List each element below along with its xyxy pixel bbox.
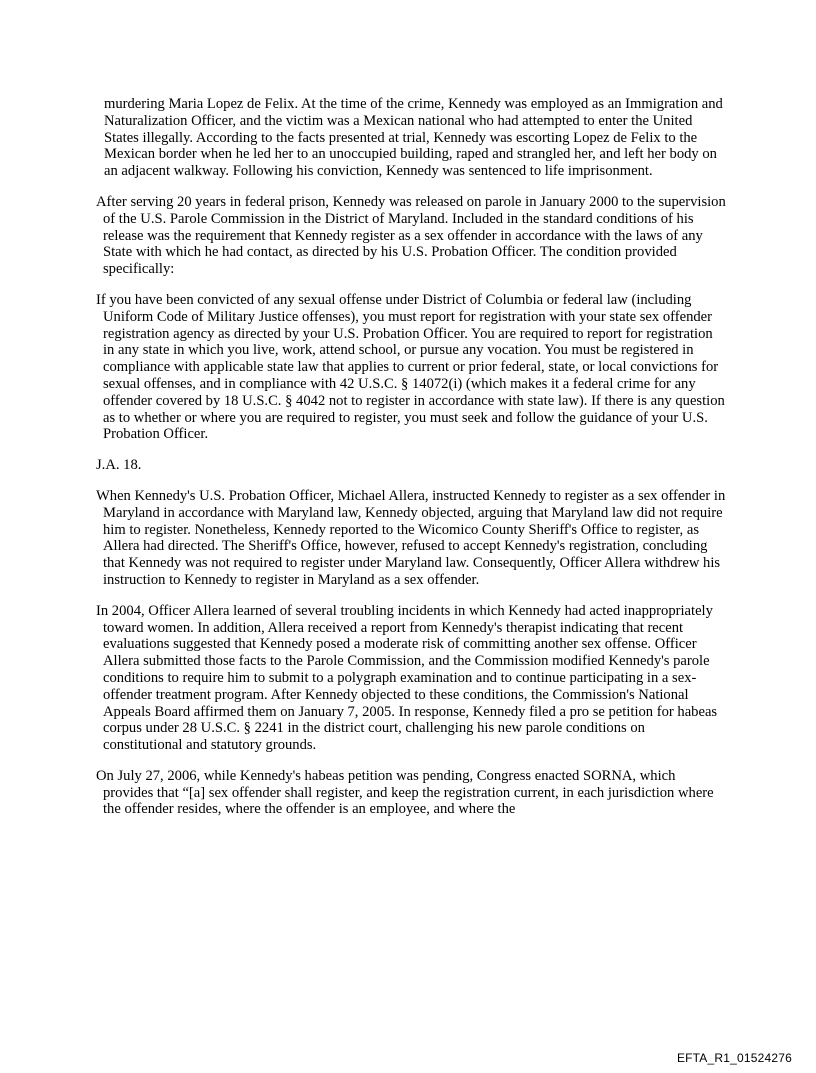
document-id-footer: EFTA_R1_01524276 bbox=[676, 1051, 792, 1065]
paragraph-sorna-enactment: On July 27, 2006, while Kennedy's habeas petition was pending, Congress enacted SORNA, which provides that “[a] sex offender shall register, and keep the registration current, in each jurisdiction where the offender resides, where the offender is an employee, and where the bbox=[96, 767, 714, 818]
paragraph-continuation: murdering Maria Lopez de Felix. At the time of the crime, Kennedy was employed as an Immigration and Naturalization Officer, and the victim was a Mexican national who had attempted to enter the United States illegally. According to the facts presented at trial, Kennedy was escorting Lopez de Felix to the Mexican border when he led her to an unoccupied building, raped and strangled her, and left her body on an adjacent walkway. Following his conviction, Kennedy was sentenced to life imprisonment. bbox=[104, 96, 723, 180]
paragraph-parole-release: After serving 20 years in federal prison, Kennedy was released on parole in January 2000 to the supervision of the U.S. Parole Commission in the District of Maryland. Included in the standard conditions of his release was the requirement that Kennedy register as a sex offender in accordance with the laws of any State with which he had contact, as directed by his U.S. Probation Officer. The condition provided specifically: bbox=[96, 193, 726, 278]
document-page bbox=[96, 96, 726, 832]
paragraph-2004-incidents: In 2004, Officer Allera learned of several troubling incidents in which Kennedy had acted inappropriately toward women. In addition, Allera received a report from Kennedy's therapist indicating that recent evaluations suggested that Kennedy posed a moderate risk of committing another sex offense. Officer Allera submitted those facts to the Parole Commission, and the Commission modified Kennedy's parole conditions to require him to submit to a polygraph examination and to continue participating in a sex-offender treatment program. After Kennedy objected to these conditions, the Commission's National Appeals Board affirmed them on January 7, 2005. In response, Kennedy filed a pro se petition for habeas corpus under 28 U.S.C. § 2241 in the district court, challenging his new parole conditions on constitutional and statutory grounds. bbox=[96, 602, 718, 754]
paragraph-probation-officer: When Kennedy's U.S. Probation Officer, Michael Allera, instructed Kennedy to register as a sex offender in Maryland in accordance with Maryland law, Kennedy objected, arguing that Maryland law did not require him to register. Nonetheless, Kennedy reported to the Wicomico County Sheriff's Office to register, as Allera had directed. The Sheriff's Office, however, refused to accept Kennedy's registration, concluding that Kennedy was not required to register under Maryland law. Consequently, Officer Allera withdrew his instruction to Kennedy to register in Maryland as a sex offender. bbox=[96, 487, 726, 588]
paragraph-parole-condition-quote: If you have been convicted of any sexual offense under District of Columbia or federal law (including Uniform Code of Military Justice offenses), you must report for registration with your state sex offender registration agency as directed by your U.S. Probation Officer. You are required to report for registration in any state in which you live, work, attend school, or pursue any vocation. You must be registered in compliance with applicable state law that applies to current or prior federal, state, or local convictions for sexual offenses, and in compliance with 42 U.S.C. § 14072(i) (which makes it a federal crime for any offender covered by 18 U.S.C. § 4042 not to register in accordance with state law). If there is any question as to whether or where you are required to register, you must seek and follow the guidance of your U.S. Probation Officer. bbox=[96, 291, 725, 443]
paragraph-citation: J.A. 18. bbox=[96, 457, 142, 474]
